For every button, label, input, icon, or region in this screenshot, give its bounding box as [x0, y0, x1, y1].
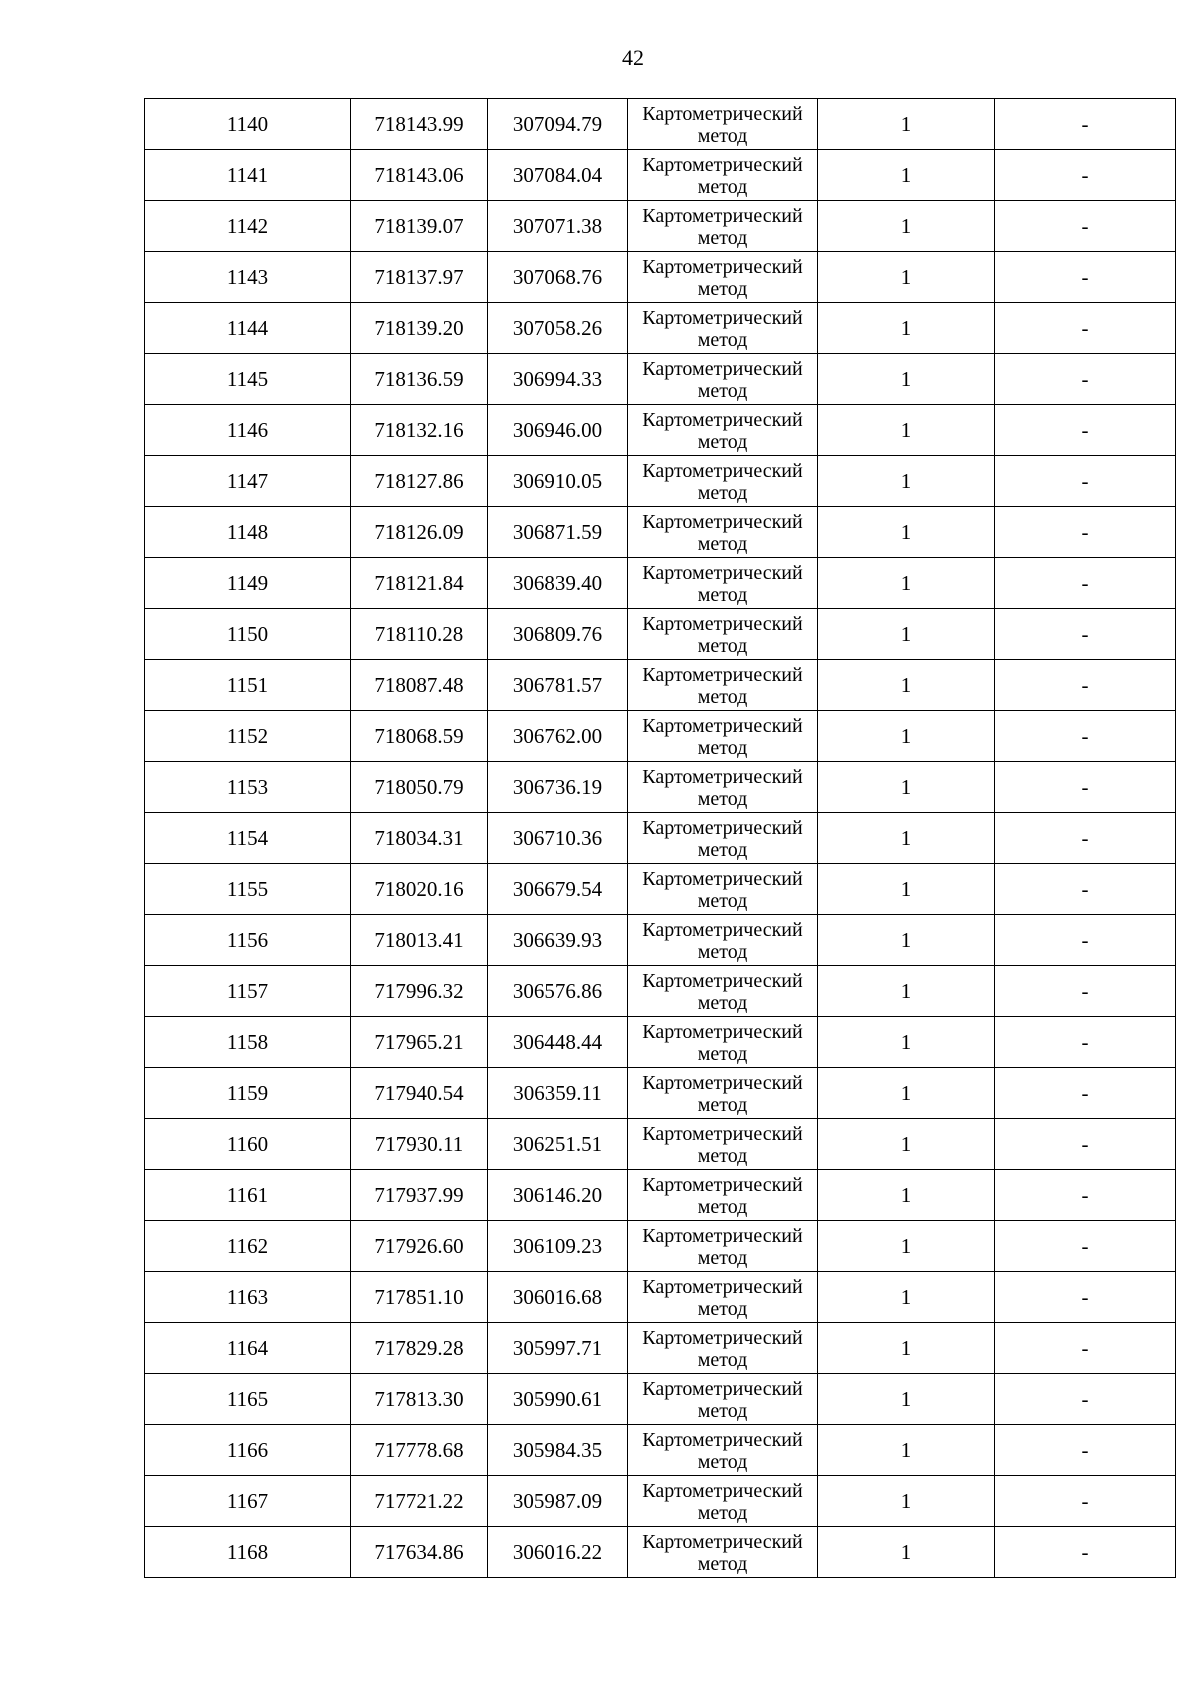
y-coordinate-cell: 306679.54	[488, 864, 628, 915]
note-cell: -	[995, 507, 1176, 558]
accuracy-cell: 1	[818, 252, 995, 303]
x-coordinate-cell: 718139.20	[351, 303, 488, 354]
y-coordinate-cell: 307058.26	[488, 303, 628, 354]
accuracy-cell: 1	[818, 1017, 995, 1068]
method-cell	[628, 1068, 818, 1119]
table-row	[145, 1476, 1176, 1527]
point-number-cell: 1151	[145, 660, 351, 711]
method-cell	[628, 1119, 818, 1170]
note-cell: -	[995, 1119, 1176, 1170]
point-number-cell: 1164	[145, 1323, 351, 1374]
y-coordinate-cell: 305997.71	[488, 1323, 628, 1374]
note-cell: -	[995, 1170, 1176, 1221]
note-cell: -	[995, 660, 1176, 711]
note-cell: -	[995, 252, 1176, 303]
method-cell	[628, 507, 818, 558]
method-cell	[628, 1221, 818, 1272]
method-line-2: метод	[697, 278, 748, 300]
method-line-1: Картометрический	[642, 868, 803, 890]
point-number-cell: 1161	[145, 1170, 351, 1221]
point-number-cell: 1168	[145, 1527, 351, 1578]
table-row	[145, 558, 1176, 609]
point-number-cell: 1160	[145, 1119, 351, 1170]
accuracy-cell: 1	[818, 354, 995, 405]
method-line-2: метод	[697, 1349, 748, 1371]
page-number: 42	[622, 45, 644, 70]
x-coordinate-cell: 717634.86	[351, 1527, 488, 1578]
accuracy-cell: 1	[818, 1476, 995, 1527]
accuracy-cell: 1	[818, 915, 995, 966]
note-cell: -	[995, 558, 1176, 609]
table-row	[145, 915, 1176, 966]
accuracy-cell: 1	[818, 507, 995, 558]
method-line-2: метод	[697, 1094, 748, 1116]
x-coordinate-cell: 717940.54	[351, 1068, 488, 1119]
method-line-2: метод	[697, 1400, 748, 1422]
method-cell	[628, 762, 818, 813]
note-cell: -	[995, 1221, 1176, 1272]
x-coordinate-cell: 717829.28	[351, 1323, 488, 1374]
point-number-cell: 1159	[145, 1068, 351, 1119]
y-coordinate-cell: 306109.23	[488, 1221, 628, 1272]
table-row	[145, 1527, 1176, 1578]
accuracy-cell: 1	[818, 1068, 995, 1119]
method-line-1: Картометрический	[642, 664, 803, 686]
note-cell: -	[995, 1527, 1176, 1578]
method-line-2: метод	[697, 1451, 748, 1473]
method-line-2: метод	[697, 1502, 748, 1524]
table-row	[145, 813, 1176, 864]
method-cell	[628, 99, 818, 150]
x-coordinate-cell: 718121.84	[351, 558, 488, 609]
point-number-cell: 1152	[145, 711, 351, 762]
point-number-cell: 1163	[145, 1272, 351, 1323]
note-cell: -	[995, 201, 1176, 252]
table-row	[145, 507, 1176, 558]
point-number-cell: 1143	[145, 252, 351, 303]
accuracy-cell: 1	[818, 813, 995, 864]
y-coordinate-cell: 306710.36	[488, 813, 628, 864]
method-line-2: метод	[697, 737, 748, 759]
x-coordinate-cell: 718020.16	[351, 864, 488, 915]
method-line-2: метод	[697, 992, 748, 1014]
note-cell: -	[995, 1374, 1176, 1425]
y-coordinate-cell: 306576.86	[488, 966, 628, 1017]
method-line-1: Картометрический	[642, 1480, 803, 1502]
accuracy-cell: 1	[818, 711, 995, 762]
method-line-1: Картометрический	[642, 511, 803, 533]
method-cell	[628, 711, 818, 762]
table-row	[145, 1170, 1176, 1221]
method-cell	[628, 915, 818, 966]
method-line-1: Картометрический	[642, 1276, 803, 1298]
method-line-2: метод	[697, 635, 748, 657]
accuracy-cell: 1	[818, 405, 995, 456]
accuracy-cell: 1	[818, 1272, 995, 1323]
accuracy-cell: 1	[818, 1170, 995, 1221]
note-cell: -	[995, 711, 1176, 762]
point-number-cell: 1157	[145, 966, 351, 1017]
method-line-1: Картометрический	[642, 766, 803, 788]
note-cell: -	[995, 813, 1176, 864]
method-line-2: метод	[697, 482, 748, 504]
method-line-1: Картометрический	[642, 1429, 803, 1451]
method-cell	[628, 1323, 818, 1374]
accuracy-cell: 1	[818, 150, 995, 201]
note-cell: -	[995, 456, 1176, 507]
method-cell	[628, 354, 818, 405]
table-row	[145, 609, 1176, 660]
point-number-cell: 1148	[145, 507, 351, 558]
method-line-1: Картометрический	[642, 256, 803, 278]
note-cell: -	[995, 1017, 1176, 1068]
method-line-2: метод	[697, 686, 748, 708]
point-number-cell: 1167	[145, 1476, 351, 1527]
point-number-cell: 1153	[145, 762, 351, 813]
table-row	[145, 405, 1176, 456]
method-cell	[628, 1272, 818, 1323]
x-coordinate-cell: 717965.21	[351, 1017, 488, 1068]
note-cell: -	[995, 150, 1176, 201]
point-number-cell: 1155	[145, 864, 351, 915]
method-line-1: Картометрический	[642, 409, 803, 431]
method-line-1: Картометрический	[642, 817, 803, 839]
method-cell	[628, 966, 818, 1017]
point-number-cell: 1142	[145, 201, 351, 252]
point-number-cell: 1156	[145, 915, 351, 966]
note-cell: -	[995, 966, 1176, 1017]
method-cell	[628, 1425, 818, 1476]
accuracy-cell: 1	[818, 1323, 995, 1374]
table-row	[145, 711, 1176, 762]
accuracy-cell: 1	[818, 864, 995, 915]
method-line-2: метод	[697, 839, 748, 861]
y-coordinate-cell: 306809.76	[488, 609, 628, 660]
method-line-1: Картометрический	[642, 1327, 803, 1349]
method-line-1: Картометрический	[642, 1378, 803, 1400]
y-coordinate-cell: 306639.93	[488, 915, 628, 966]
method-line-2: метод	[697, 890, 748, 912]
method-cell	[628, 1017, 818, 1068]
table-row	[145, 150, 1176, 201]
method-line-1: Картометрический	[642, 919, 803, 941]
point-number-cell: 1158	[145, 1017, 351, 1068]
point-number-cell: 1149	[145, 558, 351, 609]
method-line-2: метод	[697, 125, 748, 147]
x-coordinate-cell: 717721.22	[351, 1476, 488, 1527]
x-coordinate-cell: 717937.99	[351, 1170, 488, 1221]
method-line-2: метод	[697, 941, 748, 963]
point-number-cell: 1140	[145, 99, 351, 150]
y-coordinate-cell: 306839.40	[488, 558, 628, 609]
y-coordinate-cell: 306448.44	[488, 1017, 628, 1068]
method-line-1: Картометрический	[642, 460, 803, 482]
accuracy-cell: 1	[818, 201, 995, 252]
method-line-1: Картометрический	[642, 1174, 803, 1196]
y-coordinate-cell: 306762.00	[488, 711, 628, 762]
y-coordinate-cell: 306146.20	[488, 1170, 628, 1221]
y-coordinate-cell: 306359.11	[488, 1068, 628, 1119]
note-cell: -	[995, 303, 1176, 354]
x-coordinate-cell: 718126.09	[351, 507, 488, 558]
method-line-1: Картометрический	[642, 562, 803, 584]
x-coordinate-cell: 718050.79	[351, 762, 488, 813]
table-row	[145, 1221, 1176, 1272]
note-cell: -	[995, 1068, 1176, 1119]
table-row	[145, 1323, 1176, 1374]
note-cell: -	[995, 1476, 1176, 1527]
x-coordinate-cell: 718136.59	[351, 354, 488, 405]
accuracy-cell: 1	[818, 1527, 995, 1578]
x-coordinate-cell: 717778.68	[351, 1425, 488, 1476]
point-number-cell: 1146	[145, 405, 351, 456]
y-coordinate-cell: 305984.35	[488, 1425, 628, 1476]
y-coordinate-cell: 306736.19	[488, 762, 628, 813]
method-line-2: метод	[697, 227, 748, 249]
y-coordinate-cell: 307071.38	[488, 201, 628, 252]
table-row	[145, 660, 1176, 711]
x-coordinate-cell: 718110.28	[351, 609, 488, 660]
accuracy-cell: 1	[818, 1425, 995, 1476]
table-row	[145, 303, 1176, 354]
table-row	[145, 99, 1176, 150]
y-coordinate-cell: 306946.00	[488, 405, 628, 456]
method-line-2: метод	[697, 329, 748, 351]
method-cell	[628, 813, 818, 864]
method-cell	[628, 1527, 818, 1578]
x-coordinate-cell: 718034.31	[351, 813, 488, 864]
method-cell	[628, 405, 818, 456]
x-coordinate-cell: 718087.48	[351, 660, 488, 711]
table-row	[145, 252, 1176, 303]
method-cell	[628, 1170, 818, 1221]
table-row	[145, 1119, 1176, 1170]
y-coordinate-cell: 306016.22	[488, 1527, 628, 1578]
y-coordinate-cell: 306994.33	[488, 354, 628, 405]
method-line-1: Картометрический	[642, 1072, 803, 1094]
x-coordinate-cell: 718127.86	[351, 456, 488, 507]
note-cell: -	[995, 354, 1176, 405]
method-line-1: Картометрический	[642, 358, 803, 380]
table-row	[145, 1017, 1176, 1068]
table-row	[145, 201, 1176, 252]
table-row	[145, 966, 1176, 1017]
method-cell	[628, 558, 818, 609]
method-line-1: Картометрический	[642, 613, 803, 635]
accuracy-cell: 1	[818, 966, 995, 1017]
point-number-cell: 1141	[145, 150, 351, 201]
accuracy-cell: 1	[818, 1221, 995, 1272]
method-line-2: метод	[697, 1196, 748, 1218]
accuracy-cell: 1	[818, 456, 995, 507]
method-line-2: метод	[697, 1043, 748, 1065]
method-cell	[628, 201, 818, 252]
y-coordinate-cell: 306251.51	[488, 1119, 628, 1170]
y-coordinate-cell: 306910.05	[488, 456, 628, 507]
method-line-2: метод	[697, 1247, 748, 1269]
note-cell: -	[995, 1272, 1176, 1323]
accuracy-cell: 1	[818, 660, 995, 711]
method-line-1: Картометрический	[642, 103, 803, 125]
method-line-1: Картометрический	[642, 1021, 803, 1043]
note-cell: -	[995, 762, 1176, 813]
accuracy-cell: 1	[818, 609, 995, 660]
method-line-1: Картометрический	[642, 715, 803, 737]
table-row	[145, 456, 1176, 507]
accuracy-cell: 1	[818, 558, 995, 609]
method-line-2: метод	[697, 788, 748, 810]
x-coordinate-cell: 717930.11	[351, 1119, 488, 1170]
x-coordinate-cell: 718013.41	[351, 915, 488, 966]
table-row	[145, 1272, 1176, 1323]
x-coordinate-cell: 717926.60	[351, 1221, 488, 1272]
y-coordinate-cell: 307094.79	[488, 99, 628, 150]
method-line-2: метод	[697, 533, 748, 555]
point-number-cell: 1166	[145, 1425, 351, 1476]
y-coordinate-cell: 305987.09	[488, 1476, 628, 1527]
table-row	[145, 762, 1176, 813]
point-number-cell: 1165	[145, 1374, 351, 1425]
table-body	[145, 99, 1176, 1578]
x-coordinate-cell: 717813.30	[351, 1374, 488, 1425]
method-cell	[628, 1374, 818, 1425]
method-line-2: метод	[697, 1298, 748, 1320]
method-cell	[628, 456, 818, 507]
note-cell: -	[995, 609, 1176, 660]
method-line-1: Картометрический	[642, 307, 803, 329]
point-number-cell: 1147	[145, 456, 351, 507]
x-coordinate-cell: 717851.10	[351, 1272, 488, 1323]
note-cell: -	[995, 915, 1176, 966]
method-cell	[628, 303, 818, 354]
accuracy-cell: 1	[818, 99, 995, 150]
method-line-2: метод	[697, 431, 748, 453]
method-cell	[628, 150, 818, 201]
y-coordinate-cell: 306871.59	[488, 507, 628, 558]
x-coordinate-cell: 718143.99	[351, 99, 488, 150]
method-line-2: метод	[697, 584, 748, 606]
note-cell: -	[995, 405, 1176, 456]
method-cell	[628, 252, 818, 303]
table-row	[145, 1068, 1176, 1119]
method-cell	[628, 660, 818, 711]
x-coordinate-cell: 718137.97	[351, 252, 488, 303]
method-line-1: Картометрический	[642, 205, 803, 227]
x-coordinate-cell: 718132.16	[351, 405, 488, 456]
accuracy-cell: 1	[818, 303, 995, 354]
accuracy-cell: 1	[818, 762, 995, 813]
note-cell: -	[995, 99, 1176, 150]
table-row	[145, 1374, 1176, 1425]
x-coordinate-cell: 718143.06	[351, 150, 488, 201]
y-coordinate-cell: 305990.61	[488, 1374, 628, 1425]
y-coordinate-cell: 306781.57	[488, 660, 628, 711]
table-row	[145, 354, 1176, 405]
method-line-1: Картометрический	[642, 1123, 803, 1145]
method-line-1: Картометрический	[642, 1225, 803, 1247]
x-coordinate-cell: 718068.59	[351, 711, 488, 762]
table-row	[145, 1425, 1176, 1476]
y-coordinate-cell: 307068.76	[488, 252, 628, 303]
x-coordinate-cell: 717996.32	[351, 966, 488, 1017]
note-cell: -	[995, 864, 1176, 915]
point-number-cell: 1145	[145, 354, 351, 405]
method-line-2: метод	[697, 176, 748, 198]
note-cell: -	[995, 1425, 1176, 1476]
point-number-cell: 1150	[145, 609, 351, 660]
accuracy-cell: 1	[818, 1374, 995, 1425]
method-cell	[628, 1476, 818, 1527]
method-cell	[628, 864, 818, 915]
point-number-cell: 1144	[145, 303, 351, 354]
point-number-cell: 1154	[145, 813, 351, 864]
y-coordinate-cell: 306016.68	[488, 1272, 628, 1323]
note-cell: -	[995, 1323, 1176, 1374]
method-line-2: метод	[697, 380, 748, 402]
table-row	[145, 864, 1176, 915]
y-coordinate-cell: 307084.04	[488, 150, 628, 201]
method-line-1: Картометрический	[642, 970, 803, 992]
method-line-1: Картометрический	[642, 154, 803, 176]
x-coordinate-cell: 718139.07	[351, 201, 488, 252]
method-cell	[628, 609, 818, 660]
method-line-1: Картометрический	[642, 1531, 803, 1553]
accuracy-cell: 1	[818, 1119, 995, 1170]
point-number-cell: 1162	[145, 1221, 351, 1272]
coordinates-table	[144, 98, 1176, 1578]
method-line-2: метод	[697, 1145, 748, 1167]
method-line-2: метод	[697, 1553, 748, 1575]
